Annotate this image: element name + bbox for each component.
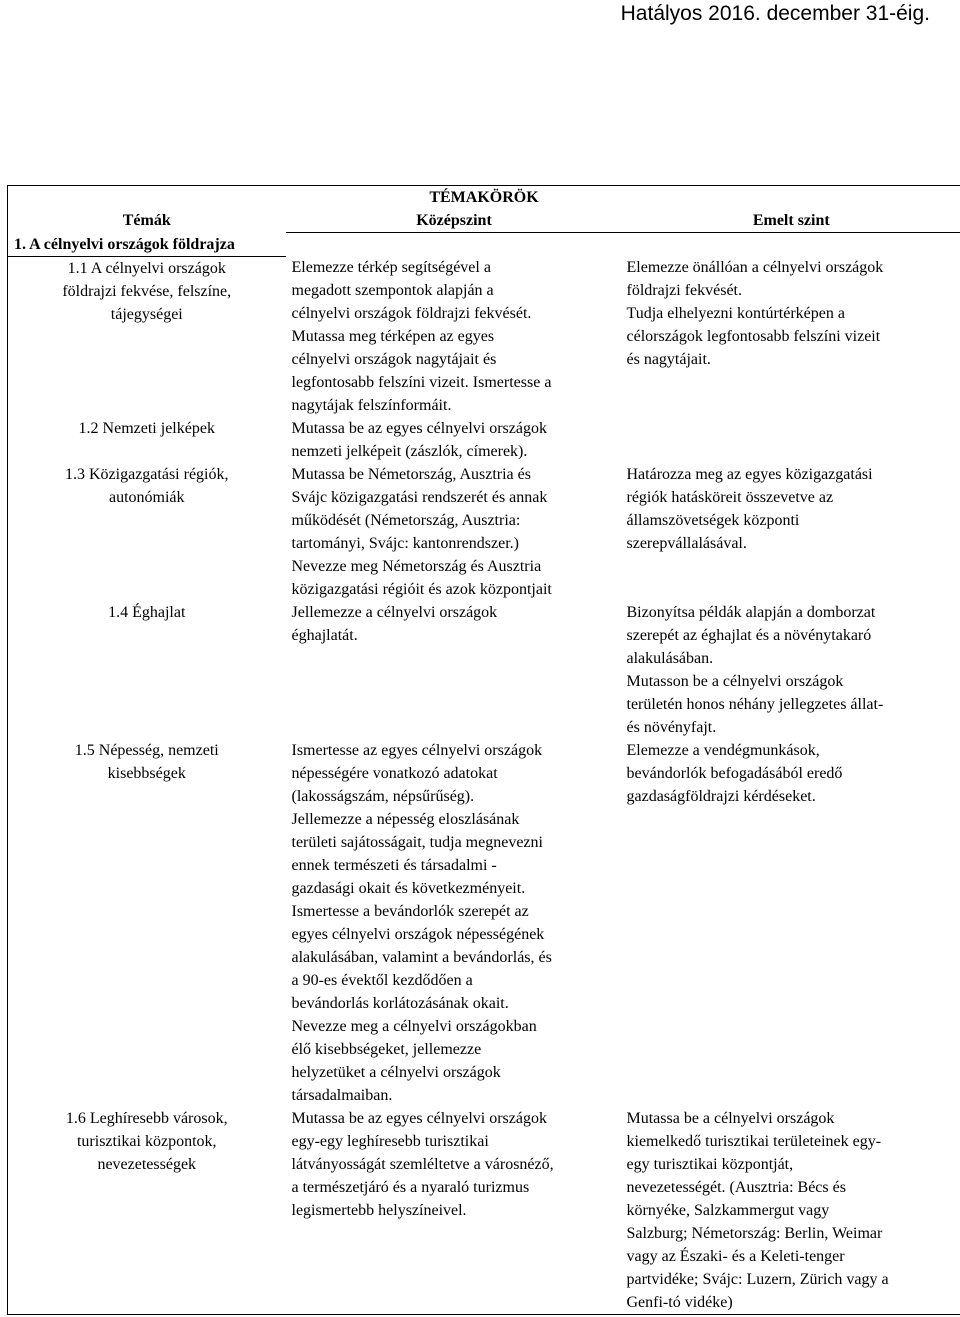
- topic-cell: 1.6 Leghíresebb városok, turisztikai központok, nevezetességek: [8, 1107, 286, 1315]
- validity-note: Hatályos 2016. december 31-éig.: [620, 2, 930, 25]
- column-header-intermediate: Középszint: [416, 212, 492, 229]
- advanced-cell: Mutassa be a célnyelvi országok kiemelkedő turisztikai területeinek egy- egy turisztikai központját, nevezetességét. (Ausztria: Bécs és környéke, Salzkammergut vagy Salzburg; Németország: Berlin, Weimar vagy az Északi- és a Keleti-tenger partvidéke; Svájc: Luzern, Zürich vagy a Genfi-tó vidéke): [623, 1107, 960, 1315]
- table-row: [8, 1107, 960, 1315]
- topic-cell: 1.5 Népesség, nemzeti kisebbségek: [8, 739, 286, 1107]
- intermediate-cell: Elemezze térkép segítségével a megadott szempontok alapján a célnyelvi országok földrajzi fekvését. Mutassa meg térképen az egyes célnyelvi országok nagytájait és legfontosabb felszíni vizeit. Ismertesse a nagytájak felszínformáit.: [291, 259, 552, 414]
- column-header-topics: Témák: [8, 209, 286, 233]
- table-title-row: [8, 186, 960, 210]
- column-header-row: [8, 209, 960, 233]
- intermediate-cell: Mutassa be az egyes célnyelvi országok nemzeti jelképeit (zászlók, címerek).: [291, 420, 547, 460]
- column-header-advanced: Emelt szint: [623, 209, 960, 233]
- table-row: [8, 417, 960, 463]
- section-row: [8, 233, 960, 257]
- table-row: [8, 601, 960, 739]
- advanced-cell: Határozza meg az egyes közigazgatási régiók hatásköreit összevetve az államszövetségek központi szerepvállalásával.: [623, 463, 960, 601]
- section-title: 1. A célnyelvi országok földrajza: [8, 233, 286, 257]
- intermediate-cell: Mutassa be Németország, Ausztria és Svájc közigazgatási rendszerét és annak működését (Németország, Ausztria: tartományi, Svájc: kantonrendszer.) Nevezze meg Németország és Ausztria közigazgatási régióit és azok központjait: [291, 466, 552, 598]
- topic-cell: 1.4 Éghajlat: [8, 601, 286, 739]
- topic-cell: 1.3 Közigazgatási régiók, autonómiák: [8, 463, 286, 601]
- table-title: TÉMAKÖRÖK: [8, 186, 960, 210]
- table-row: [8, 463, 960, 601]
- topic-cell: 1.1 A célnyelvi országok földrajzi fekvése, felszíne, tájegységei: [8, 256, 286, 417]
- advanced-cell: Bizonyítsa példák alapján a domborzat szerepét az éghajlat és a növénytakaró alakulásában. Mutasson be a célnyelvi országok területén honos néhány jellegzetes állat- és növényfajt.: [623, 601, 960, 739]
- intermediate-cell: Mutassa be az egyes célnyelvi országok egy-egy leghíresebb turisztikai látványosságát szemléltetve a városnéző, a természetjáró és a nyaraló turizmus legismertebb helyszíneivel.: [286, 1107, 623, 1315]
- advanced-cell: Elemezze önállóan a célnyelvi országok földrajzi fekvését. Tudja elhelyezni kontúrtérképen a célországok legfontosabb felszíni vizeit és nagytájait.: [623, 256, 960, 417]
- table-row: [8, 739, 960, 1107]
- advanced-cell: Elemezze a vendégmunkások, bevándorlók befogadásából eredő gazdaságföldrajzi kérdéseket.: [623, 739, 960, 1107]
- advanced-cell: [623, 417, 960, 463]
- intermediate-cell: Jellemezze a célnyelvi országok éghajlatát.: [291, 604, 498, 644]
- table-row: [8, 256, 960, 417]
- intermediate-cell: Ismertesse az egyes célnyelvi országok népességére vonatkozó adatokat (lakosságszám, népsűrűség). Jellemezze a népesség eloszlásának területi sajátosságait, tudja megnevezni ennek természeti és társadalmi - gazdasági okait és következményeit. Ismertesse a bevándorlók szerepét az egyes célnyelvi országok népességének alakulásában, valamint a bevándorlás, és a 90-es évektől kezdődően a bevándorlás korlátozásának okait. Nevezze meg a célnyelvi országokban élő kisebbségeket, jellemezze helyzetüket a célnyelvi országok társadalmaiban.: [291, 742, 552, 1104]
- topics-table: [7, 185, 960, 1315]
- topic-cell: 1.2 Nemzeti jelképek: [8, 417, 286, 463]
